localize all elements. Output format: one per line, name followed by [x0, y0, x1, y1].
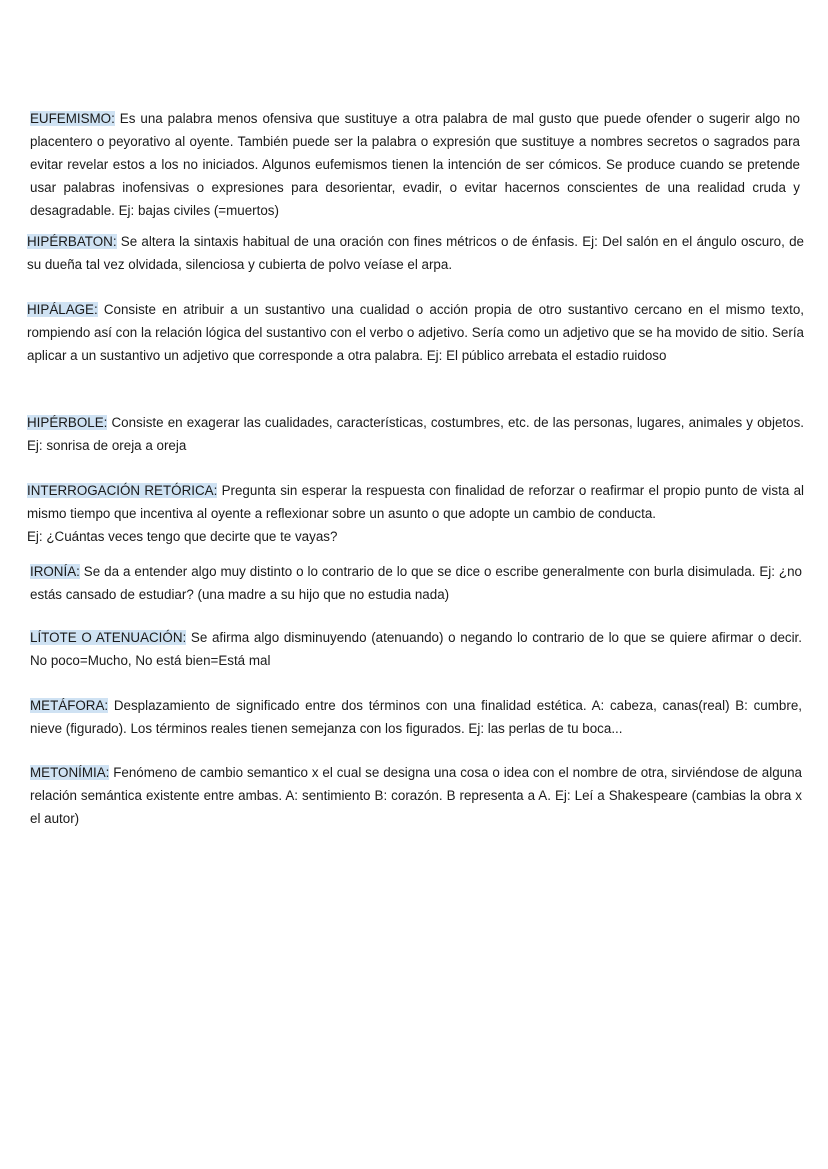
term-metonimia: METONÍMIA: — [30, 765, 110, 780]
term-hiperbaton: HIPÉRBATON: — [27, 234, 117, 249]
definition-hiperbaton: Se altera la sintaxis habitual de una oración con fines métricos o de énfasis. Ej: Del salón en el ángulo oscuro, de su dueña tal vez olvidada, silenciosa y cubierta de polvo veíase el arpa. — [27, 234, 804, 272]
entry-interrogacion-retorica — [0, 479, 828, 548]
definition-ironia: Se da a entender algo muy distinto o lo contrario de lo que se dice o escribe generalmente con burla disimulada. Ej: ¿no estás cansado de estudiar? (una madre a su hijo que no estudia nada) — [30, 564, 802, 602]
entry-ironia — [0, 560, 828, 606]
definition-hiperbole: Consiste en exagerar las cualidades, características, costumbres, etc. de las personas, lugares, animales y objetos. Ej: sonrisa de oreja a oreja — [27, 415, 804, 453]
definition-hipalage: Consiste en atribuir a un sustantivo una cualidad o acción propia de otro sustantivo cercano en el mismo texto, rompiendo así con la relación lógica del sustantivo con el verbo o adjetivo. Sería como un adjetivo que se ha movido de sitio. Sería aplicar a un sustantivo un adjetivo que corresponde a otra palabra. Ej: El público arrebata el estadio ruidoso — [27, 302, 804, 363]
term-eufemismo: EUFEMISMO: — [30, 111, 115, 126]
entry-eufemismo — [0, 107, 828, 222]
definition-eufemismo: Es una palabra menos ofensiva que sustituye a otra palabra de mal gusto que puede ofender o sugerir algo no placentero o peyorativo al oyente. También puede ser la palabra o expresión que sustituye a nombres secretos o sagrados para evitar revelar estos a los no iniciados. Algunos eufemismos tienen la intención de ser cómicos. Se produce cuando se pretende usar palabras inofensivas o expresiones para desorientar, evadir, o evitar hacernos conscientes de una realidad cruda y desagradable. Ej: bajas civiles (=muertos) — [30, 111, 800, 218]
entry-hiperbole — [0, 411, 828, 457]
term-litote: LÍTOTE O ATENUACIÓN: — [30, 630, 187, 645]
term-hipalage: HIPÁLAGE: — [27, 302, 98, 317]
entry-interrogacion-main — [27, 479, 804, 525]
entry-metafora — [0, 694, 828, 740]
term-metafora: METÁFORA: — [30, 698, 109, 713]
definition-metonimia: Fenómeno de cambio semantico x el cual se designa una cosa o idea con el nombre de otra, sirviéndose de alguna relación semántica existente entre ambas. A: sentimiento B: corazón. B representa a A. Ej: Leí a Shakespeare (cambias la obra x el autor) — [30, 765, 802, 826]
term-interrogacion-retorica: INTERROGACIÓN RETÓRICA: — [27, 483, 218, 498]
example-interrogacion-retorica: Ej: ¿Cuántas veces tengo que decirte que te vayas? — [27, 529, 338, 544]
term-ironia: IRONÍA: — [30, 564, 80, 579]
definition-interrogacion-retorica: Pregunta sin esperar la respuesta con finalidad de reforzar o reafirmar el propio punto de vista al mismo tiempo que incentiva al oyente a reflexionar sobre un asunto o que adopte un cambio de conducta. — [27, 483, 804, 521]
definition-metafora: Desplazamiento de significado entre dos términos con una finalidad estética. A: cabeza, canas(real) B: cumbre, nieve (figurado). Los términos reales tienen semejanza con los figurados. Ej: las perlas de tu boca... — [30, 698, 802, 736]
entry-hipalage — [0, 298, 828, 367]
term-hiperbole: HIPÉRBOLE: — [27, 415, 108, 430]
entry-hiperbaton — [0, 230, 828, 276]
entry-litote — [0, 626, 828, 672]
definition-litote: Se afirma algo disminuyendo (atenuando) o negando lo contrario de lo que se quiere afirmar o decir. No poco=Mucho, No está bien=Está mal — [30, 630, 802, 668]
entry-metonimia — [0, 761, 828, 830]
